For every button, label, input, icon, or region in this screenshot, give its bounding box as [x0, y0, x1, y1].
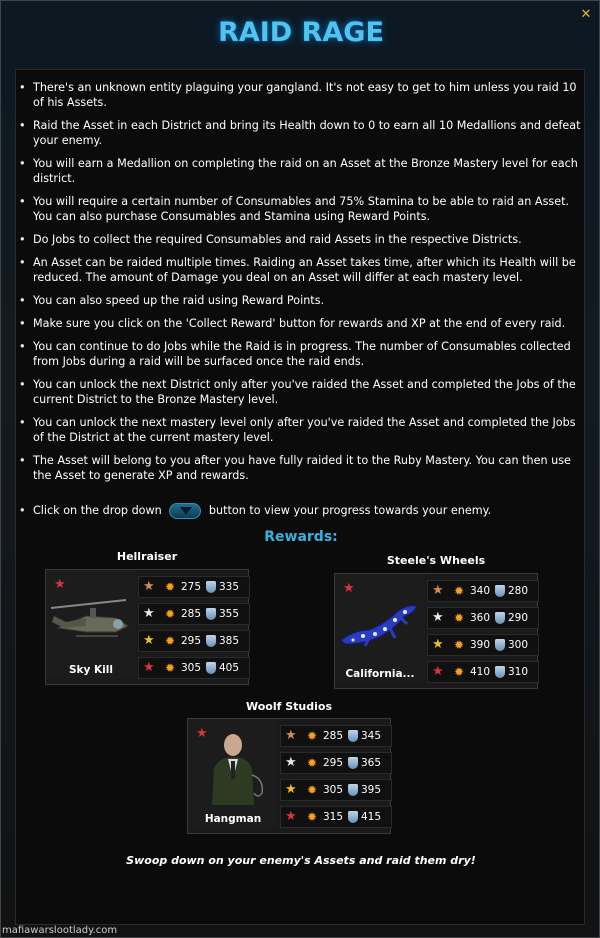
dropdown-hint: [19, 503, 579, 519]
xp-icon: ✹: [454, 584, 465, 598]
silver-star-icon: ★: [285, 755, 297, 770]
silver-star-icon: ★: [143, 606, 155, 621]
mastery-row-gold: [280, 779, 392, 801]
health-value: 415: [361, 811, 382, 823]
asset-card-woolf-studios: [187, 718, 391, 834]
mastery-row-ruby: [280, 806, 392, 828]
health-value: 300: [508, 639, 529, 651]
mastery-row-ruby: [427, 661, 539, 683]
health-shield-icon: [495, 666, 505, 678]
xp-value: 285: [323, 730, 344, 742]
health-shield-icon: [206, 608, 216, 620]
health-value: 335: [219, 581, 240, 593]
asset-name-california: California...: [345, 668, 415, 680]
mastery-row-bronze: [280, 725, 392, 747]
mastery-row-bronze: [427, 580, 539, 602]
health-shield-icon: [206, 635, 216, 647]
rule-item: • Make sure you click on the 'Collect Reward' button for rewards and XP at the end of every raid.: [19, 316, 581, 331]
health-value: 355: [219, 608, 240, 620]
rule-item: • You can also speed up the raid using Reward Points.: [19, 293, 581, 308]
watermark: mafiawarslootlady.com: [2, 925, 118, 936]
rule-item: • You can unlock the next District only after you've raided the Asset and completed the Jobs of the current District to the Bronze Mastery level.: [19, 377, 581, 407]
xp-value: 305: [181, 662, 202, 674]
xp-value: 275: [181, 581, 202, 593]
xp-icon: ✹: [454, 665, 465, 679]
rule-item: • You will earn a Medallion on completing the raid on an Asset at the Bronze Mastery level for each district.: [19, 156, 581, 186]
dropdown-hint-after: button to view your progress towards your enemy.: [208, 504, 492, 517]
health-shield-icon: [495, 585, 505, 597]
health-value: 345: [361, 730, 382, 742]
xp-icon: ✹: [454, 638, 465, 652]
asset-card-steeles-wheels: [334, 573, 538, 689]
ruby-star-icon: ★: [54, 577, 66, 592]
xp-icon: ✹: [165, 607, 176, 621]
rule-item: • Do Jobs to collect the required Consumables and raid Assets in the respective Districts.: [19, 232, 581, 247]
xp-icon: ✹: [307, 783, 318, 797]
health-value: 405: [219, 662, 240, 674]
ruby-star-icon: ★: [285, 809, 297, 824]
health-value: 385: [219, 635, 240, 647]
health-shield-icon: [348, 757, 358, 769]
mastery-row-silver: [138, 603, 250, 625]
ruby-star-icon: ★: [432, 664, 444, 679]
xp-icon: ✹: [165, 634, 176, 648]
health-shield-icon: [348, 784, 358, 796]
asset-name-sky-kill: Sky Kill: [69, 664, 113, 676]
xp-value: 410: [470, 666, 491, 678]
rule-item: • The Asset will belong to you after you have fully raided it to the Ruby Mastery. You can then use the Asset to generate XP and rewards.: [19, 453, 581, 483]
mastery-row-silver: [427, 607, 539, 629]
mastery-row-bronze: [138, 576, 250, 598]
asset-name-hangman: Hangman: [204, 813, 262, 825]
xp-value: 315: [323, 811, 344, 823]
mastery-rows: [280, 725, 392, 833]
xp-value: 340: [470, 585, 491, 597]
health-value: 310: [508, 666, 529, 678]
xp-icon: ✹: [307, 756, 318, 770]
mastery-row-gold: [138, 630, 250, 652]
footer-tagline: Swoop down on your enemy's Assets and raid them dry!: [126, 854, 476, 867]
mastery-row-gold: [427, 634, 539, 656]
ruby-star-icon: ★: [343, 581, 355, 596]
gold-star-icon: ★: [432, 637, 444, 652]
health-shield-icon: [495, 612, 505, 624]
district-title-hellraiser: Hellraiser: [116, 550, 178, 563]
district-title-steeles-wheels: Steele's Wheels: [386, 554, 486, 567]
rules-list: [19, 80, 581, 491]
dialog-title: RAID RAGE: [218, 17, 384, 48]
ruby-star-icon: ★: [143, 660, 155, 675]
xp-icon: ✹: [165, 661, 176, 675]
district-title-woolf-studios: Woolf Studios: [245, 700, 332, 713]
bronze-star-icon: ★: [285, 728, 297, 743]
xp-icon: ✹: [307, 729, 318, 743]
rule-item: • You can continue to do Jobs while the Raid is in progress. The number of Consumables collected from Jobs during a raid will be surfaced once the raid ends.: [19, 339, 581, 369]
health-value: 395: [361, 784, 382, 796]
gold-star-icon: ★: [143, 633, 155, 648]
silver-star-icon: ★: [432, 610, 444, 625]
xp-icon: ✹: [307, 810, 318, 824]
health-shield-icon: [206, 581, 216, 593]
rule-item: • There's an unknown entity plaguing your gangland. It's not easy to get to him unless you raid 10 of his Assets.: [19, 80, 581, 110]
health-shield-icon: [348, 811, 358, 823]
bronze-star-icon: ★: [143, 579, 155, 594]
ruby-star-icon: ★: [196, 726, 208, 741]
health-value: 290: [508, 612, 529, 624]
xp-value: 295: [181, 635, 202, 647]
dropdown-button[interactable]: [169, 503, 201, 519]
xp-value: 360: [470, 612, 491, 624]
rule-item: • An Asset can be raided multiple times. Raiding an Asset takes time, after which its Health will be reduced. The amount of Damage you deal on an Asset will differ at each mastery level.: [19, 255, 581, 285]
xp-value: 285: [181, 608, 202, 620]
rule-item: • You will require a certain number of Consumables and 75% Stamina to be able to raid an Asset. You can also purchase Consumables and Stamina using Reward Points.: [19, 194, 581, 224]
xp-value: 390: [470, 639, 491, 651]
rewards-title: Rewards:: [264, 529, 338, 545]
mastery-rows: [427, 580, 539, 688]
health-value: 365: [361, 757, 382, 769]
health-shield-icon: [348, 730, 358, 742]
health-value: 280: [508, 585, 529, 597]
health-shield-icon: [495, 639, 505, 651]
bronze-star-icon: ★: [432, 583, 444, 598]
xp-value: 305: [323, 784, 344, 796]
mastery-row-ruby: [138, 657, 250, 679]
xp-value: 295: [323, 757, 344, 769]
mastery-rows: [138, 576, 250, 684]
rule-item: • Raid the Asset in each District and bring its Health down to 0 to earn all 10 Medallions and defeat your enemy.: [19, 118, 581, 148]
xp-icon: ✹: [454, 611, 465, 625]
dropdown-hint-before: Click on the drop down: [33, 504, 162, 517]
health-shield-icon: [206, 662, 216, 674]
close-icon[interactable]: ✕: [580, 7, 592, 22]
rule-item: • You can unlock the next mastery level only after you've raided the Asset and completed the Jobs of the District at the current mastery level.: [19, 415, 581, 445]
xp-icon: ✹: [165, 580, 176, 594]
asset-card-hellraiser: [45, 569, 249, 685]
gold-star-icon: ★: [285, 782, 297, 797]
mastery-row-silver: [280, 752, 392, 774]
